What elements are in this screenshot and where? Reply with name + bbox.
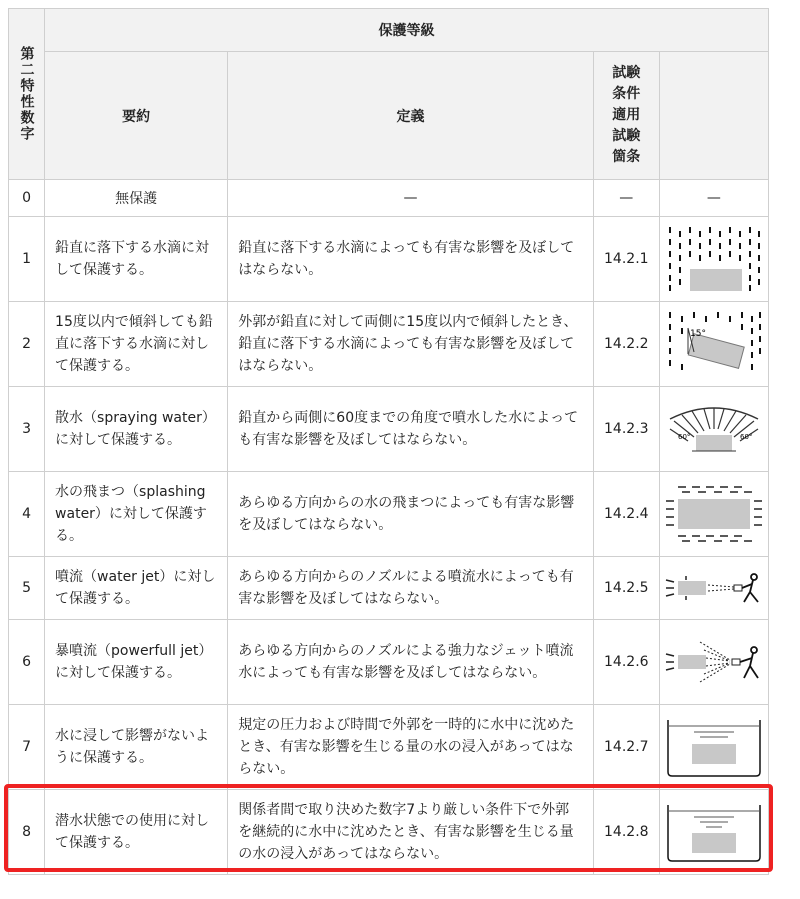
row-image <box>659 557 768 620</box>
header-group: 保護等級 <box>45 9 769 52</box>
table-row <box>9 705 769 790</box>
row-digit: 2 <box>9 302 45 387</box>
angle-label: 60° <box>677 433 691 441</box>
table-row <box>9 620 769 705</box>
vertical-drops-icon <box>664 223 764 295</box>
row-test: 14.2.3 <box>593 387 659 472</box>
row-definition: あらゆる方向からのノズルによる噴流水によっても有害な影響を及ぼしてはならない。 <box>228 557 593 620</box>
header-digit <box>9 9 45 180</box>
ip-protection-table <box>8 8 769 875</box>
row-definition: あらゆる方向からの水の飛まつによっても有害な影響を及ぼしてはならない。 <box>228 472 593 557</box>
table-row <box>9 217 769 302</box>
row-digit: 0 <box>9 180 45 217</box>
row-summary: 暴噴流（powerfull jet）に対して保護する。 <box>45 620 228 705</box>
row-summary: 散水（spraying water）に対して保護する。 <box>45 387 228 472</box>
row-summary: 無保護 <box>45 180 228 217</box>
row-image: — <box>659 180 768 217</box>
header-definition: 定義 <box>228 52 593 180</box>
row-test: 14.2.7 <box>593 705 659 790</box>
spraying-icon <box>664 399 764 459</box>
row-image <box>659 790 768 875</box>
powerful-jet-icon <box>664 638 764 686</box>
row-definition: — <box>228 180 593 217</box>
row-image <box>659 302 768 387</box>
row-digit: 1 <box>9 217 45 302</box>
row-definition: 鉛直に落下する水滴によっても有害な影響を及ぼしてはならない。 <box>228 217 593 302</box>
row-summary: 15度以内で傾斜しても鉛直に落下する水滴に対して保護する。 <box>45 302 228 387</box>
table-row <box>9 472 769 557</box>
row-summary: 噴流（water jet）に対して保護する。 <box>45 557 228 620</box>
row-image <box>659 472 768 557</box>
row-digit: 3 <box>9 387 45 472</box>
row-test: 14.2.5 <box>593 557 659 620</box>
row-digit: 7 <box>9 705 45 790</box>
immersion-icon <box>664 716 764 778</box>
water-jet-icon <box>664 568 764 608</box>
header-test-label: 試験条件適用試験箇条 <box>612 65 641 165</box>
table-row <box>9 557 769 620</box>
table-row <box>9 302 769 387</box>
row-digit: 6 <box>9 620 45 705</box>
row-test: 14.2.8 <box>593 790 659 875</box>
row-definition: 規定の圧力および時間で外郭を一時的に水中に沈めたとき、有害な影響を生じる量の水の浸入があってはならない。 <box>228 705 593 790</box>
submersion-icon <box>664 801 764 863</box>
angle-label: 60° <box>739 433 753 441</box>
row-digit: 4 <box>9 472 45 557</box>
table-row <box>9 180 769 217</box>
row-test: 14.2.1 <box>593 217 659 302</box>
row-definition: あらゆる方向からのノズルによる強力なジェット噴流水によっても有害な影響を及ぼしてはならない。 <box>228 620 593 705</box>
row-test: 14.2.6 <box>593 620 659 705</box>
table-row <box>9 387 769 472</box>
row-summary: 鉛直に落下する水滴に対して保護する。 <box>45 217 228 302</box>
row-definition: 関係者間で取り決めた数字7より厳しい条件下で外郭を継続的に水中に沈めたとき、有害な影響を生じる量の水の浸入があってはならない。 <box>228 790 593 875</box>
header-test <box>593 52 659 180</box>
table-row <box>9 790 769 875</box>
header-image <box>659 52 768 180</box>
tilted-drops-icon <box>664 308 764 380</box>
row-definition: 外郭が鉛直に対して両側に15度以内で傾斜したとき、鉛直に落下する水滴によっても有害な影響を及ぼしてはならない。 <box>228 302 593 387</box>
row-image <box>659 217 768 302</box>
row-summary: 水に浸して影響がないように保護する。 <box>45 705 228 790</box>
row-test: — <box>593 180 659 217</box>
angle-label: 15° <box>689 329 706 339</box>
row-summary: 水の飛まつ（splashing water）に対して保護する。 <box>45 472 228 557</box>
header-digit-label: 第二特性数字 <box>18 46 35 142</box>
row-image <box>659 387 768 472</box>
header-summary: 要約 <box>45 52 228 180</box>
row-test: 14.2.2 <box>593 302 659 387</box>
row-digit: 8 <box>9 790 45 875</box>
row-digit: 5 <box>9 557 45 620</box>
splashing-icon <box>664 483 764 545</box>
row-definition: 鉛直から両側に60度までの角度で噴水した水によっても有害な影響を及ぼしてはならない。 <box>228 387 593 472</box>
row-image <box>659 705 768 790</box>
row-image <box>659 620 768 705</box>
row-test: 14.2.4 <box>593 472 659 557</box>
row-summary: 潜水状態での使用に対して保護する。 <box>45 790 228 875</box>
